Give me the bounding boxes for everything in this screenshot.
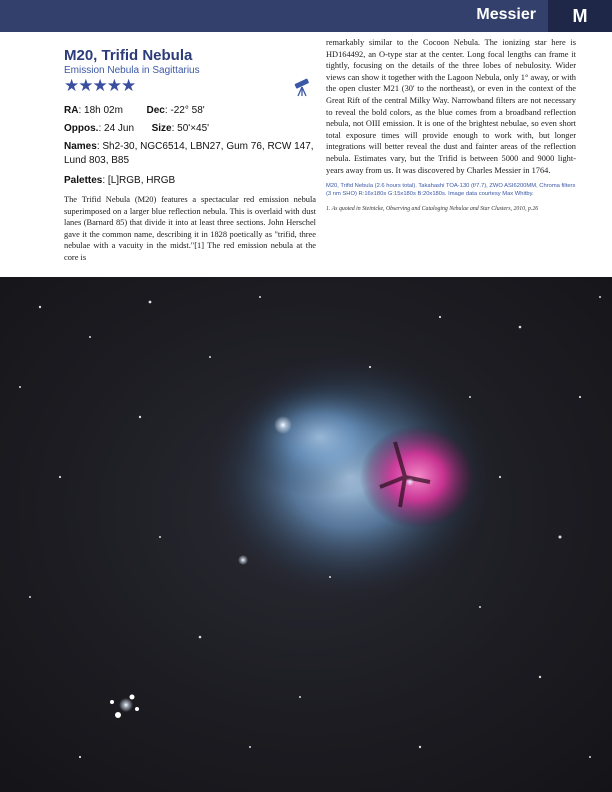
oppos-label: Oppos.: [64, 123, 99, 134]
ra-label: RA: [64, 105, 79, 116]
section-letter: M: [548, 0, 612, 32]
palettes-row: [64, 174, 316, 188]
left-column: [64, 47, 316, 264]
telescope-icon: [292, 77, 314, 97]
size-value: : 50'×45': [171, 123, 210, 134]
coords-row: [64, 104, 316, 118]
image-caption: M20, Trifid Nebula (2.6 hours total). Takahashi TOA-130 (f/7.7), ZWO ASI6200MM, Chroma filters (3 nm SHO) R:16x180s G:15x180s B:20x180s. Image data courtesy Max Whitby.: [326, 183, 576, 198]
palettes-value: : [L]RGB, HRGB: [102, 175, 176, 186]
object-title: M20, Trifid Nebula: [64, 47, 193, 64]
oppos-value: : 24 Jun: [98, 123, 135, 134]
names-value: : Sh2-30, NGC6514, LBN27, Gum 76, RCW 147, Lund 803, B85: [64, 141, 314, 166]
body-paragraph-left: The Trifid Nebula (M20) features a spectacular red emission nebula superimposed on a larger blue reflection nebula. This is overlaid with dust lanes (Barnard 85) that divide it into at least three sections. John Herschel gave it the common name, describing it in 1828 poetically as "trifid, three nebulae with a vacuity in the midst."[1] The red emission nebula at the core is: [64, 195, 316, 262]
object-subtitle: Emission Nebula in Sagittarius: [64, 65, 200, 76]
body-paragraph-right: remarkably similar to the Cocoon Nebula. The ionizing star here is HD164492, an O-type star at the center. Long focal lengths can frame it tightly, focusing on the details of the three lobes of nebulosity. Wider views can show it together with the Lagoon Nebula, only 1° away, or with the open cluster M21 (30' to the northeast), or even in the context of the Great Rift of the central Milky Way. Narrowband filters are not necessary to reveal the bold colors, as the blue comes from a broadband reflection nebula, not OIII emission. It is one of the brightest nebulae, so even short total exposure times will provide enough to work with, but longer integrations will better reveal the dust and fainter areas of the reflection nebula. Estimates vary, but the Trifid is between 5000 and 9000 light-years away from us. It was discovered by Charles Messier in 1764.: [326, 38, 576, 175]
section-title: Messier: [476, 6, 536, 23]
dec-label: Dec: [146, 105, 165, 116]
dec-value: : -22° 58': [164, 105, 205, 116]
size-label: Size: [151, 123, 172, 134]
right-column: [326, 37, 576, 212]
names-label: Names: [64, 141, 97, 152]
oppos-row: [64, 122, 316, 136]
header-bar: [0, 0, 612, 32]
palettes-label: Palettes: [64, 175, 103, 186]
rating-stars: ★★★★★: [64, 76, 136, 95]
names-row: [64, 140, 316, 168]
nebula-photo: [0, 277, 612, 792]
footnote: 1. As quoted in Steinicke, Observing and Cataloging Nebulae and Star Clusters, 2010, p.26: [326, 205, 539, 212]
ra-value: : 18h 02m: [78, 105, 123, 116]
